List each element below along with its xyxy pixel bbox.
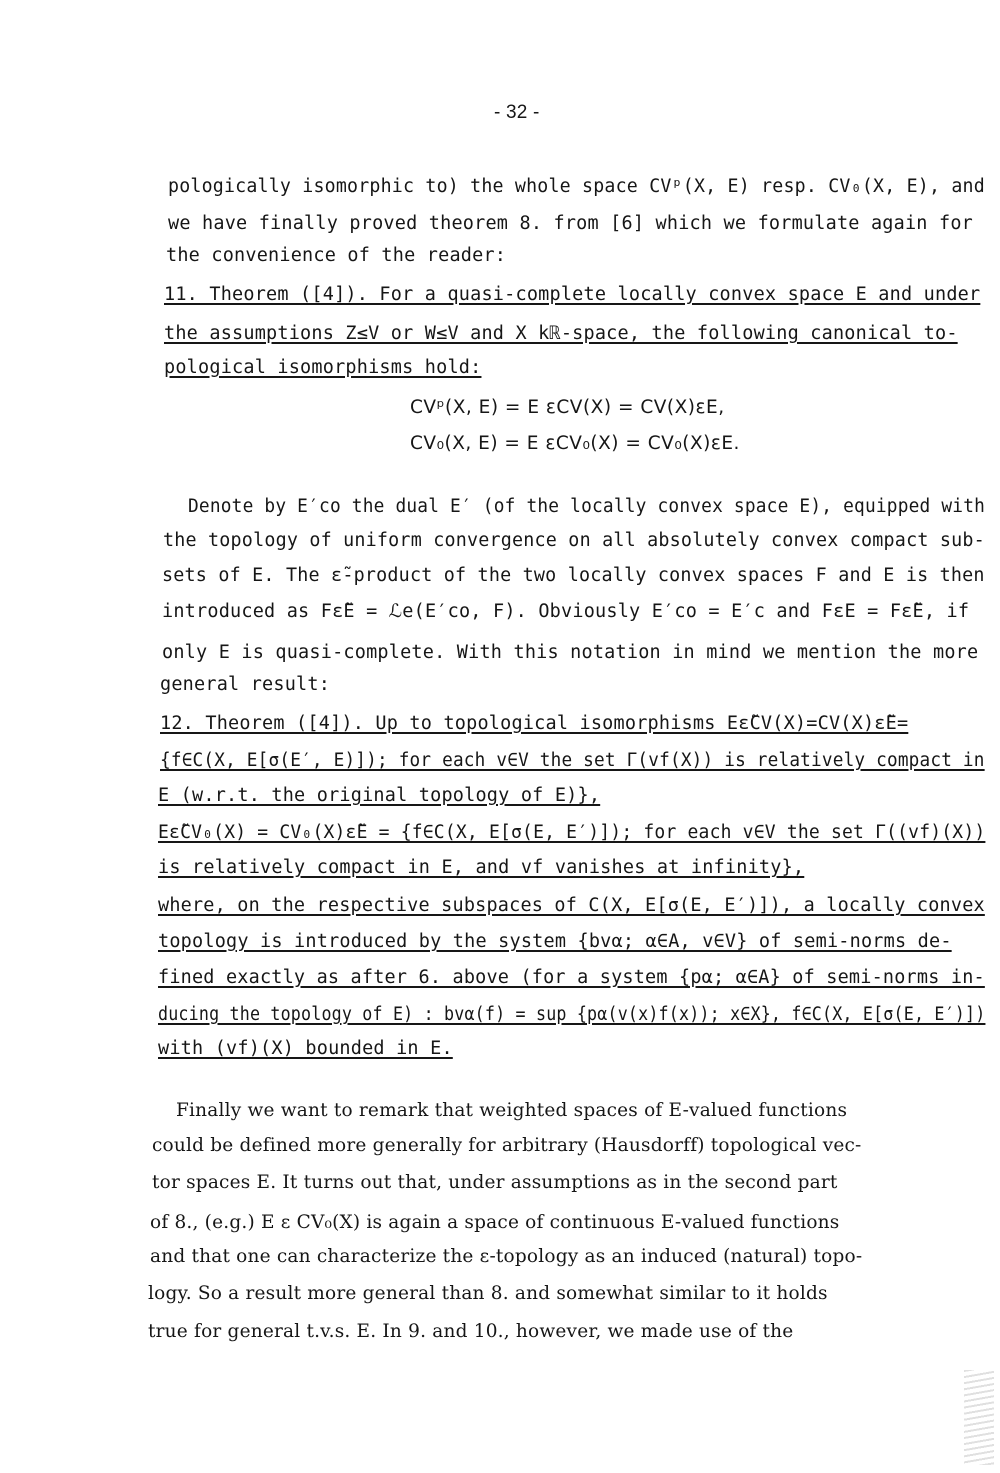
text-line: the assumptions Z≤V or W≤V and X kℝ-space, the following canonical to- (164, 323, 958, 344)
text-line: pological isomorphisms hold: (164, 357, 482, 378)
text-line: {f∈C(X, E[σ(E′, E)]); for each v∈V the set Γ(vf(X)) is relatively compact in (160, 750, 985, 771)
text-line: is relatively compact in E, and vf vanishes at infinity}, (158, 857, 805, 878)
text-line: sets of E. The ε̃-product of the two locally convex spaces F and E is then (162, 565, 985, 586)
text-line: true for general t.v.s. E. In 9. and 10., however, we made use of the (148, 1321, 794, 1342)
text-line: where, on the respective subspaces of C(X, E[σ(E, E′)]), a locally convex (158, 895, 985, 916)
text-line: with (vf)(X) bounded in E. (158, 1038, 453, 1059)
text-line: we have finally proved theorem 8. from [6] which we formulate again for (168, 213, 973, 234)
text-line: Finally we want to remark that weighted spaces of E-valued functions (176, 1100, 848, 1121)
text-line: ducing the topology of E) : bvα(f) = sup {pα(v(x)f(x)); x∈X}, f∈C(X, E[σ(E, E′)]) (158, 1004, 986, 1025)
text-line: of 8., (e.g.) E ε CV₀(X) is again a space of continuous E-valued functions (150, 1212, 840, 1233)
text-line: general result: (160, 674, 331, 695)
text-line: Denote by E′co the dual E′ (of the locally convex space E), equipped with (188, 496, 986, 517)
text-line: and that one can characterize the ε-topology as an induced (natural) topo- (150, 1246, 863, 1267)
text-line: topology is introduced by the system {bvα; α∈A, v∈V} of semi-norms de- (158, 931, 952, 952)
text-line: the convenience of the reader: (166, 245, 507, 266)
text-line: Eε̃CV₀(X) = CV₀(X)ε̃E = {f∈C(X, E[σ(E, E′)]); for each v∈V the set Γ((vf)(X)) (158, 822, 986, 843)
text-line: pologically isomorphic to) the whole space CVᵖ(X, E) resp. CV₀(X, E), and (168, 176, 985, 197)
text-line: tor spaces E. It turns out that, under assumptions as in the second part (152, 1172, 838, 1193)
theorem-heading-line: 11. Theorem ([4]). For a quasi-complete locally convex space E and under (164, 284, 981, 305)
text-line: E (w.r.t. the original topology of E)}, (158, 785, 601, 806)
scan-edge-shading (964, 1370, 994, 1465)
text-line: introduced as Fε̃E = ℒe(E′co, F). Obviously E′co = E′c and FεE = Fε̃E, if (162, 601, 970, 622)
text-line: could be defined more generally for arbitrary (Hausdorff) topological vec- (152, 1135, 862, 1156)
theorem-heading-line: 12. Theorem ([4]). Up to topological isomorphisms Eε̃CV(X)=CV(X)ε̃E= (160, 713, 909, 734)
page-number: - 32 - (494, 102, 540, 123)
equation-line: CV₀(X, E) = E εCV₀(X) = CV₀(X)εE. (410, 433, 740, 454)
equation-line: CVᵖ(X, E) = E εCV(X) = CV(X)εE, (410, 397, 725, 418)
text-line: the topology of uniform convergence on all absolutely convex compact sub- (163, 530, 985, 551)
text-line: fined exactly as after 6. above (for a system {pα; α∈A} of semi-norms in- (158, 967, 985, 988)
text-line: logy. So a result more general than 8. and somewhat similar to it holds (148, 1283, 828, 1304)
text-line: only E is quasi-complete. With this notation in mind we mention the more (162, 642, 979, 663)
